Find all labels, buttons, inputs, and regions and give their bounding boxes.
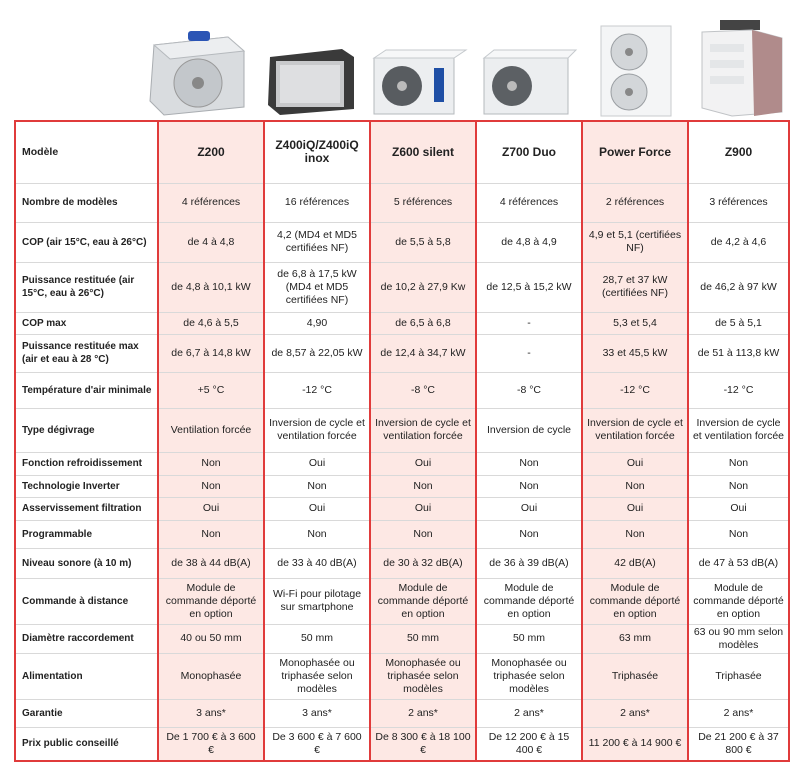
table-cell: Non [582,475,688,497]
table-cell: 2 ans* [476,699,582,727]
table-cell: Oui [476,497,582,520]
table-cell: 63 mm [582,624,688,653]
table-cell: Oui [264,497,370,520]
table-cell: de 30 à 32 dB(A) [370,548,476,578]
table-cell: De 3 600 € à 7 600 € [264,727,370,761]
table-cell: Non [688,520,789,548]
table-cell: Inversion de cycle et ventilation forcée [582,408,688,452]
row-label: COP max [15,312,158,334]
table-cell: Non [264,520,370,548]
table-cell: 11 200 € à 14 900 € [582,727,688,761]
table-cell: de 4,2 à 4,6 [688,222,789,262]
row-label: Alimentation [15,653,158,699]
table-cell: 2 ans* [370,699,476,727]
table-cell: 63 ou 90 mm selon modèles [688,624,789,653]
heat-pump-z400-icon [260,0,360,118]
table-cell: -12 °C [688,372,789,408]
table-cell: 2 ans* [688,699,789,727]
table-cell: Module de commande déporté en option [688,578,789,624]
table-row [15,372,789,408]
table-cell: De 12 200 € à 15 400 € [476,727,582,761]
table-cell: 3 références [688,183,789,222]
table-cell: Triphasée [582,653,688,699]
table-cell: de 4,6 à 5,5 [158,312,264,334]
table-cell: Triphasée [688,653,789,699]
table-cell: Inversion de cycle et ventilation forcée [688,408,789,452]
table-cell: 4,90 [264,312,370,334]
table-cell: Module de commande déporté en option [476,578,582,624]
table-cell: Monophasée ou triphasée selon modèles [476,653,582,699]
table-cell: 50 mm [370,624,476,653]
table-cell: Inversion de cycle [476,408,582,452]
heat-pump-z200-icon [140,0,250,118]
table-cell: de 8,57 à 22,05 kW [264,334,370,372]
table-cell: Inversion de cycle et ventilation forcée [264,408,370,452]
table-cell: 3 ans* [264,699,370,727]
row-label: Asservissement filtration [15,497,158,520]
row-label: Nombre de modèles [15,183,158,222]
table-cell: Non [476,475,582,497]
table-cell: 42 dB(A) [582,548,688,578]
table-row [15,452,789,475]
table-row [15,334,789,372]
table-row [15,222,789,262]
table-cell: - [476,312,582,334]
table-cell: Ventilation forcée [158,408,264,452]
table-cell: Oui [582,452,688,475]
table-cell: De 1 700 € à 3 600 € [158,727,264,761]
table-cell: 2 ans* [582,699,688,727]
table-cell: Non [476,452,582,475]
table-cell: Module de commande déporté en option [582,578,688,624]
table-cell: -12 °C [264,372,370,408]
row-label: Modèle [15,121,158,183]
table-cell: Oui [370,497,476,520]
table-row [15,520,789,548]
table-cell: Z900 [688,121,789,183]
table-cell: Non [158,475,264,497]
row-label: Puissance restituée max (air et eau à 28 °C) [15,334,158,372]
table-cell: 4,9 et 5,1 (certifiées NF) [582,222,688,262]
row-label: Température d'air minimale [15,372,158,408]
row-label: Type dégivrage [15,408,158,452]
table-cell: Z400iQ/Z400iQ inox [264,121,370,183]
table-row [15,262,789,312]
table-cell: +5 °C [158,372,264,408]
table-row [15,699,789,727]
table-cell: de 6,8 à 17,5 kW (MD4 et MD5 certifiées NF) [264,262,370,312]
heat-pump-power-force-icon [586,0,686,118]
table-cell: Power Force [582,121,688,183]
table-cell: de 46,2 à 97 kW [688,262,789,312]
table-cell: 4 références [158,183,264,222]
table-cell: Non [370,475,476,497]
table-cell: Oui [688,497,789,520]
table-cell: Module de commande déporté en option [370,578,476,624]
table-cell: Non [370,520,476,548]
table-cell: De 8 300 € à 18 100 € [370,727,476,761]
table-cell: Z200 [158,121,264,183]
row-label: COP (air 15°C, eau à 26°C) [15,222,158,262]
header-row [15,121,789,183]
table-cell: 4 références [476,183,582,222]
heat-pump-z700-icon [478,0,578,118]
table-cell: Module de commande déporté en option [158,578,264,624]
table-cell: de 4 à 4,8 [158,222,264,262]
table-cell: -8 °C [370,372,476,408]
table-cell: 3 ans* [158,699,264,727]
table-row [15,475,789,497]
table-cell: Oui [582,497,688,520]
table-cell: de 36 à 39 dB(A) [476,548,582,578]
table-row [15,497,789,520]
table-row [15,408,789,452]
table-row [15,727,789,761]
table-cell: 33 et 45,5 kW [582,334,688,372]
row-label: Puissance restituée (air 15°C, eau à 26°C) [15,262,158,312]
table-cell: Z600 silent [370,121,476,183]
table-cell: Non [582,520,688,548]
table-cell: de 5,5 à 5,8 [370,222,476,262]
table-cell: de 12,4 à 34,7 kW [370,334,476,372]
table-row [15,183,789,222]
table-cell: 5 références [370,183,476,222]
table-cell: de 6,7 à 14,8 kW [158,334,264,372]
row-label: Niveau sonore (à 10 m) [15,548,158,578]
table-cell: De 21 200 € à 37 800 € [688,727,789,761]
table-cell: Oui [264,452,370,475]
table-cell: Non [688,475,789,497]
product-images [0,0,800,118]
row-label: Diamètre raccordement [15,624,158,653]
row-label: Commande à distance [15,578,158,624]
table-cell: Non [158,452,264,475]
table-cell: de 5 à 5,1 [688,312,789,334]
table-cell: 50 mm [264,624,370,653]
table-cell: -8 °C [476,372,582,408]
comparison-table [14,120,790,762]
table-cell: de 4,8 à 4,9 [476,222,582,262]
heat-pump-z600-icon [368,0,468,118]
table-cell: Inversion de cycle et ventilation forcée [370,408,476,452]
table-cell: de 38 à 44 dB(A) [158,548,264,578]
row-label: Prix public conseillé [15,727,158,761]
table-row [15,624,789,653]
table-row [15,548,789,578]
heat-pump-z900-icon [690,0,790,118]
table-cell: de 6,5 à 6,8 [370,312,476,334]
table-cell: 4,2 (MD4 et MD5 certifiées NF) [264,222,370,262]
table-cell: Monophasée [158,653,264,699]
table-cell: Non [264,475,370,497]
table-cell: 2 références [582,183,688,222]
table-cell: Oui [158,497,264,520]
table-cell: Oui [370,452,476,475]
table-cell: de 4,8 à 10,1 kW [158,262,264,312]
table-cell: Non [158,520,264,548]
table-row [15,312,789,334]
table-cell: 5,3 et 5,4 [582,312,688,334]
row-label: Garantie [15,699,158,727]
row-label: Technologie Inverter [15,475,158,497]
table-cell: Z700 Duo [476,121,582,183]
table-cell: 50 mm [476,624,582,653]
table-cell: Non [476,520,582,548]
table-cell: Monophasée ou triphasée selon modèles [370,653,476,699]
table-cell: de 10,2 à 27,9 Kw [370,262,476,312]
table-cell: de 33 à 40 dB(A) [264,548,370,578]
table-cell: de 12,5 à 15,2 kW [476,262,582,312]
table-cell: Non [688,452,789,475]
table-cell: de 47 à 53 dB(A) [688,548,789,578]
table-cell: Monophasée ou triphasée selon modèles [264,653,370,699]
row-label: Fonction refroidissement [15,452,158,475]
table-cell: de 51 à 113,8 kW [688,334,789,372]
table-cell: Wi-Fi pour pilotage sur smartphone [264,578,370,624]
row-label: Programmable [15,520,158,548]
table-cell: - [476,334,582,372]
table-cell: 28,7 et 37 kW (certifiées NF) [582,262,688,312]
table-cell: 16 références [264,183,370,222]
table-row [15,578,789,624]
table-cell: -12 °C [582,372,688,408]
table-row [15,653,789,699]
table-cell: 40 ou 50 mm [158,624,264,653]
